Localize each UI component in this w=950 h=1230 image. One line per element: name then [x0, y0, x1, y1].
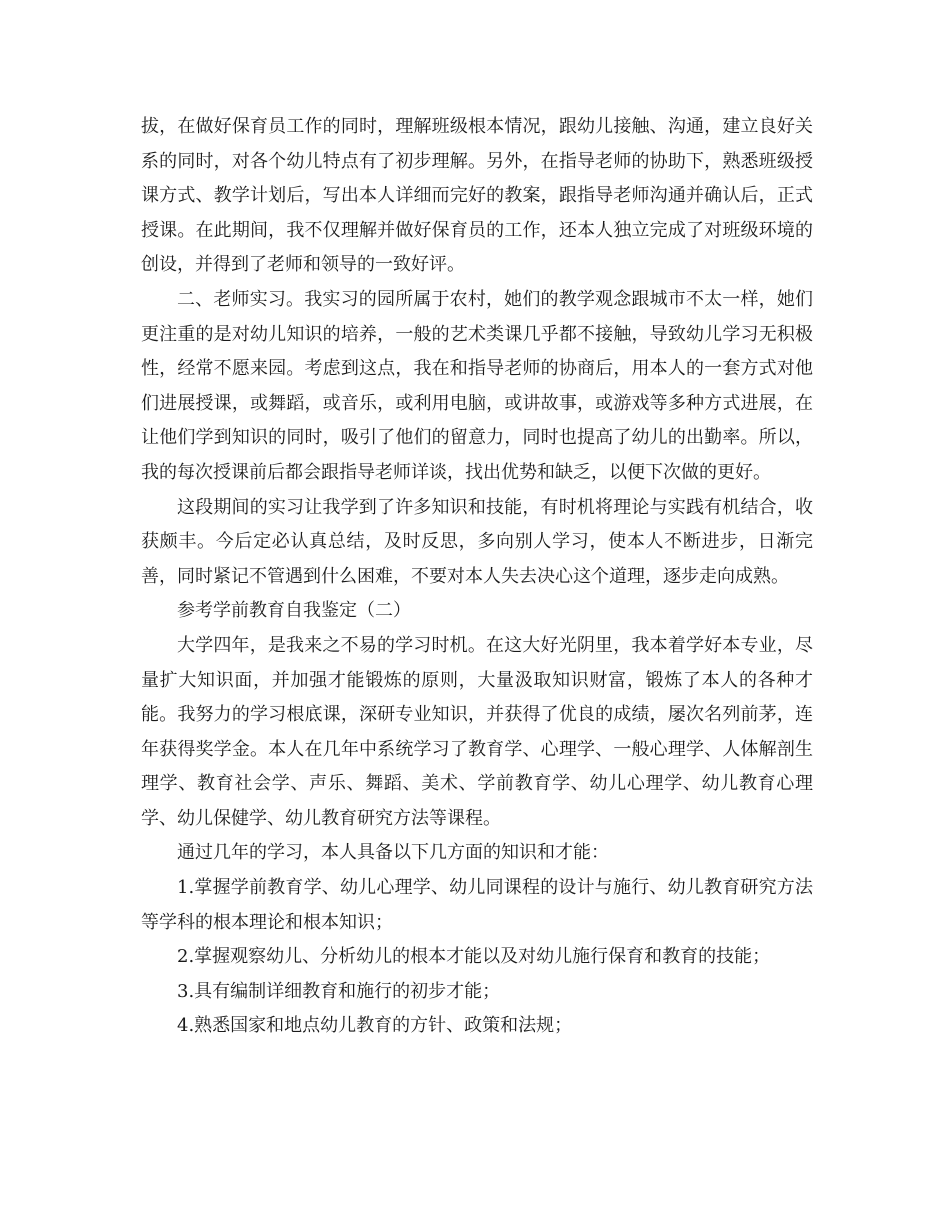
paragraph-continuation: 拔，在做好保育员工作的同时，理解班级根本情况，跟幼儿接触、沟通，建立良好关系的同时，对各个幼儿特点有了初步理解。另外，在指导老师的协助下，熟悉班级授课方式、教学计划后，写出本人详细而完好的教案，跟指导老师沟通并确认后，正式授课。在此期间，我不仅理解并做好保育员的工作，还本人独立完成了对班级环境的创设，并得到了老师和领导的一致好评。 — [141, 116, 813, 276]
list-item-2: 2.掌握观察幼儿、分析幼儿的根本才能以及对幼儿施行保育和教育的技能； — [177, 946, 771, 968]
paragraph-teacher-internship: 二、老师实习。我实习的园所属于农村，她们的教学观念跟城市不太一样，她们更注重的是对幼儿知识的培养，一般的艺术类课几乎都不接触，导致幼儿学习无积极性，经常不愿来园。考虑到这点，我在和指导老师的协商后，用本人的一套方式对他们进展授课，或舞蹈，或音乐，或利用电脑，或讲故事，或游戏等多种方式进展，在让他们学到知识的同时，吸引了他们的留意力，同时也提高了幼儿的出勤率。所以，我的每次授课前后都会跟指导老师详谈，找出优势和缺乏，以便下次做的更好。 — [141, 288, 813, 483]
list-item-4: 4.熟悉国家和地点幼儿教育的方针、政策和法规； — [177, 1015, 573, 1037]
paragraph-skills-intro: 通过几年的学习，本人具备以下几方面的知识和才能： — [177, 842, 609, 864]
list-item-3: 3.具有编制详细教育和施行的初步才能； — [177, 980, 501, 1002]
paragraph-internship-summary: 这段期间的实习让我学到了许多知识和技能，有时机将理论与实践有机结合，收获颇丰。今后定必认真总结，及时反思，多向别人学习，使本人不断进步，日渐完善，同时紧记不管遇到什么困难，不要对本人失去决心这个道理，逐步走向成熟。 — [141, 496, 813, 587]
section-heading: 参考学前教育自我鉴定（二） — [177, 600, 411, 622]
document-body — [141, 110, 813, 1044]
list-item-1: 1.掌握学前教育学、幼儿心理学、幼儿同课程的设计与施行、幼儿教育研究方法等学科的根本理论和根本知识； — [141, 877, 813, 933]
paragraph-university-study: 大学四年，是我来之不易的学习时机。在这大好光阴里，我本着学好本专业，尽量扩大知识面，并加强才能锻炼的原则，大量汲取知识财富，锻炼了本人的各种才能。我努力的学习根底课，深研专业知识，并获得了优良的成绩，屡次名列前茅，连年获得奖学金。本人在几年中系统学习了教育学、心理学、一般心理学、人体解剖生理学、教育社会学、声乐、舞蹈、美术、学前教育学、幼儿心理学、幼儿教育心理学、幼儿保健学、幼儿教育研究方法等课程。 — [141, 634, 813, 829]
